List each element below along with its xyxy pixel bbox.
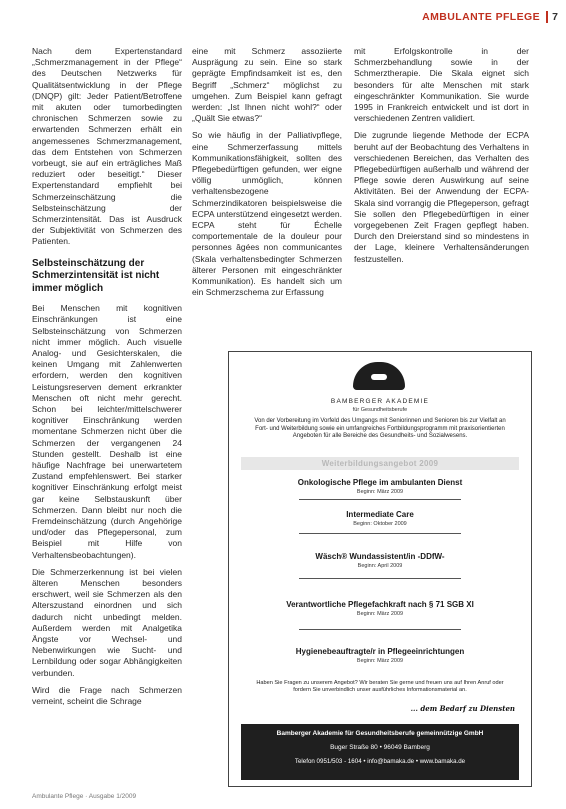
paragraph: eine mit Schmerz assoziierte Ausprägung zu sein. Eine so stark geprägte Empfindsamkeit ist es, den Begriff „Schmerz“ möglichst zu umgehen. Zum Beispiel kann gefragt werden: „Ist Ihnen nicht wohl?“ oder „Quält Sie etwas?“ xyxy=(192,46,342,124)
ad-slogan: ... dem Bedarf zu Diensten xyxy=(410,704,515,713)
course-title: Onkologische Pflege im ambulanten Dienst xyxy=(297,478,463,487)
advertisement xyxy=(228,351,532,787)
divider xyxy=(299,578,461,579)
paragraph: Bei Menschen mit kognitiven Einschränkungen ist eine Selbsteinschätzung von Schmerzen nicht immer möglich. Auch visuelle Analog- und Gesichterskalen, die keinen Umgang mit Zahlenwerten erfordern, werden den kognitiven Leistungsreserven dement erkrankter Menschen oft nicht mehr gerecht. Schon bei leichter/mittelschwerer kognitiver Einschränkung werden momentane Schmerzen nicht über die Schmerzen der vergangenen 24 Stunden gestellt. Deshalb ist eine häufige Nachfrage bei unerwartetem Zustand empfehlenswert. Bei starker kognitiver Einschränkung erfolgt meist gar keine Selbstauskunft über Schmerzen. Dann bleibt nur noch die Fremdeinschätzung (durch Angehörige und/oder das Pflegepersonal, zum Beispiel mit Hilfe von Verhaltensbeobachtungen). xyxy=(32,303,182,560)
paragraph: Die Schmerzerkennung ist bei vielen älteren Menschen besonders erschwert, weil sie Schmerzen als den Alterszustand einordnen und sich dadurch nicht unbedingt melden. Außerdem werden mit Analgetika Ängste vor Wechsel- und Nebenwirkungen wie Sucht- und Lernbildung oder sogar Abhängigkeiten verbunden. xyxy=(32,566,182,678)
course-date: Beginn: Oktober 2009 xyxy=(353,521,407,527)
page-number: 7 xyxy=(546,11,558,23)
section-title: AMBULANTE PFLEGE xyxy=(422,11,540,23)
paragraph: Die zugrunde liegende Methode der ECPA beruht auf der Beobachtung des Verhaltens in verschiedenen Bereichen, das Verhalten des Pflegebedürftigen außerhalb und während der Pflege sowie deren Auswirkung auf seine Aktivitäten. Bei der Anwendung der ECPA-Skala sind vorrangig die Pflegeperson, gefragt Sie sollen den Pflegebedürftigen in einer vorgegebenen Zeit Fragen gepflegt haben. Durch den Dreierstand sind so mindestens in der Lage, kleinere Verhaltensänderungen festzustellen. xyxy=(354,130,529,264)
subheading: Selbsteinschätzung der Schmerzintensität ist nicht immer möglich xyxy=(32,257,160,294)
paragraph: So wie häufig in der Palliativpflege, eine Schmerzerfassung mittels Kommunikationsfähigkeit, sollten des Pflegebedürftigen gefunden, wer eigne völlig unmöglich, können verhaltensbezogene Schmerzindikatoren beispielsweise die ECPA unterstützend eingesetzt werden. ECPA steht für Échelle comportementale de la douleur pour personnes âgées non communicantes (Skala verhaltensbedingter Schmerzen älterer Personen mit eingeschränkter Kommunikation). Es handelt sich um ein Schmerzschema zur Erfassung xyxy=(192,130,342,298)
ad-intro-text: Von der Vorbereitung im Vorfeld des Umgangs mit Seniorinnen und Senioren bis zur Vielfalt an Fort- und Weiterbildung sowie ein umfangreiches Fortbildungsprogramm mit praxisorientierten Angeboten für alle Bereiche des Gesundheits- und Sozialwesens. xyxy=(254,418,506,440)
ad-contact-note: Haben Sie Fragen zu unserem Angebot? Wir beraten Sie gerne und freuen uns auf Ihren Anruf oder fordern Sie unverbindlich unser ausführliches Informationsmaterial an. xyxy=(256,680,504,694)
ad-organization: BAMBERGER AKADEMIE xyxy=(330,398,430,405)
paragraph: Wird die Frage nach Schmerzen verneint, scheint die Schrage xyxy=(32,684,182,707)
ad-footer-name: Bamberger Akademie für Gesundheitsberufe gemeinnützige GmbH xyxy=(276,730,484,737)
course-date: Beginn: März 2009 xyxy=(356,658,404,664)
course-item xyxy=(249,478,511,496)
ad-footer xyxy=(241,724,519,780)
ad-banner: Weiterbildungsangebot 2009 xyxy=(241,457,519,470)
article-column-1 xyxy=(32,46,182,713)
divider xyxy=(299,629,461,630)
page-header xyxy=(338,8,560,30)
course-title: Verantwortliche Pflegefachkraft nach § 71 SGB XI xyxy=(286,600,474,609)
ad-footer-address: Buger Straße 80 • 96049 Bamberg xyxy=(330,744,430,751)
article-column-3 xyxy=(354,46,529,271)
ad-footer-contact: Telefon 0951/503 - 1604 • info@bamaka.de • www.bamaka.de xyxy=(294,758,466,765)
course-item xyxy=(249,552,511,570)
course-date: Beginn: April 2009 xyxy=(357,563,403,569)
page-footer: Ambulante Pflege · Ausgabe 1/2009 xyxy=(32,793,137,800)
divider xyxy=(299,533,461,534)
article-column-2 xyxy=(192,46,342,304)
course-date: Beginn: März 2009 xyxy=(356,611,404,617)
divider xyxy=(299,499,461,500)
course-title: Hygienebeauftragte/r in Pflegeeinrichtungen xyxy=(295,647,465,656)
paragraph: Nach dem Expertenstandard „Schmerzmanagement in der Pflege“ des Deutschen Netzwerks für Qualitätsentwicklung in der Pflege (DNQP) gilt: Jeder Patient/Betroffene mit akuten oder tumorbedingten chronischen Schmerzen sowie zu erwartenden Schmerzen erhält ein angemessenes Schmerzmanagement, das dem Entstehen von Schmerzen vorbeugt, sie auf ein erträgliches Maß reduziert oder beseitigt.“ Dieser Expertenstandard empfiehlt bei Schmerzeinschätzung die Selbsteinschätzung der Schmerzintensität. Das ist Ausdruck der Subjektivität von Schmerzen des Patienten. xyxy=(32,46,182,247)
course-title: Wäsch® Wundassistent/in -DDfW- xyxy=(315,552,445,561)
paragraph: mit Erfolgskontrolle in der Schmerzbehandlung sowie in der Schmerztherapie. Die Skala eignet sich besonders für alte Menschen mit stark eingeschränkter Kommunikation. Sie wurde 1995 in Frankreich entwickelt und ist dort in verschiedenen Zentren validiert. xyxy=(354,46,529,124)
course-date: Beginn: März 2009 xyxy=(356,489,404,495)
ad-organization-subtitle: für Gesundheitsberufe xyxy=(352,407,408,413)
course-item xyxy=(249,600,511,618)
logo-mark-icon xyxy=(371,374,387,380)
course-title: Intermediate Care xyxy=(346,510,414,519)
course-item xyxy=(249,510,511,528)
course-item xyxy=(249,647,511,665)
